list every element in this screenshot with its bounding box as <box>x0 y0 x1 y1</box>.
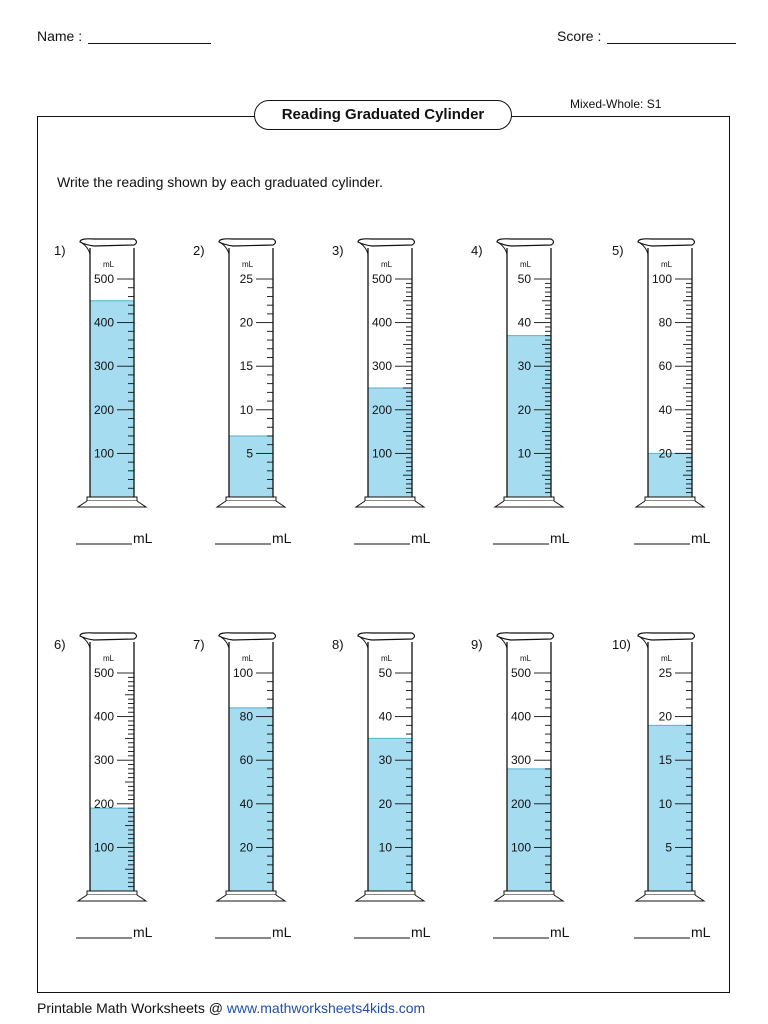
scale-label: 400 <box>93 709 114 724</box>
scale-label: 5 <box>665 840 672 855</box>
cylinder-9 <box>471 633 570 940</box>
cylinder-base <box>356 895 424 901</box>
score-label: Score : <box>557 28 602 44</box>
unit-label: mL <box>242 260 254 269</box>
scale-label: 300 <box>371 359 392 374</box>
cylinder-rim <box>638 239 695 246</box>
cylinder-base <box>636 501 704 507</box>
scale-label: 20 <box>517 402 531 417</box>
cylinder-10 <box>612 633 711 940</box>
cylinder-5 <box>612 239 711 546</box>
scale-label: 25 <box>658 666 672 680</box>
unit-label: mL <box>103 260 115 269</box>
cylinder-collar <box>87 497 137 501</box>
scale-label: 10 <box>658 796 672 811</box>
cylinder-rim <box>358 239 415 246</box>
problem-number: 8) <box>332 637 344 652</box>
scale-label: 300 <box>510 753 531 768</box>
scale-label: 20 <box>378 796 392 811</box>
scale-label: 100 <box>93 840 114 855</box>
scale-label: 30 <box>517 359 531 374</box>
cylinder-collar <box>226 497 276 501</box>
scale-label: 40 <box>378 709 392 724</box>
answer-unit: mL <box>133 530 153 546</box>
scale-label: 100 <box>371 446 392 461</box>
scale-label: 20 <box>239 840 253 855</box>
scale-label: 400 <box>510 709 531 724</box>
scale-label: 30 <box>378 753 392 768</box>
answer-unit: mL <box>411 924 431 940</box>
scale-label: 50 <box>378 666 392 680</box>
scale-label: 40 <box>658 402 672 417</box>
scale-label: 10 <box>517 446 531 461</box>
cylinder-base <box>636 895 704 901</box>
cylinder-collar <box>226 891 276 895</box>
cylinder-7 <box>193 633 292 940</box>
cylinder-rim <box>80 633 137 640</box>
unit-label: mL <box>381 654 393 663</box>
scale-label: 200 <box>93 402 114 417</box>
name-label: Name : <box>37 28 83 44</box>
cylinder-collar <box>365 497 415 501</box>
scale-label: 200 <box>93 796 114 811</box>
cylinder-rim <box>80 239 137 246</box>
cylinder-rim <box>219 239 276 246</box>
cylinder-base <box>78 895 146 901</box>
problem-number: 6) <box>54 637 66 652</box>
cylinder-rim <box>497 633 554 640</box>
problem-number: 3) <box>332 243 344 258</box>
scale-label: 300 <box>93 359 114 374</box>
cylinder-collar <box>87 891 137 895</box>
cylinder-base <box>78 501 146 507</box>
liquid <box>90 301 134 497</box>
answer-unit: mL <box>691 924 711 940</box>
liquid <box>507 769 551 891</box>
scale-label: 100 <box>510 840 531 855</box>
problem-number: 4) <box>471 243 483 258</box>
scale-label: 50 <box>517 272 531 286</box>
cylinder-rim <box>497 239 554 246</box>
cylinder-6 <box>54 633 153 940</box>
cylinder-base <box>217 895 285 901</box>
cylinder-collar <box>504 497 554 501</box>
problem-number: 9) <box>471 637 483 652</box>
unit-label: mL <box>520 654 532 663</box>
answer-unit: mL <box>691 530 711 546</box>
footer <box>37 1000 425 1016</box>
problem-number: 1) <box>54 243 66 258</box>
scale-label: 300 <box>93 753 114 768</box>
answer-unit: mL <box>411 530 431 546</box>
scale-label: 500 <box>93 272 114 286</box>
answer-unit: mL <box>550 924 570 940</box>
scale-label: 40 <box>517 315 531 330</box>
scale-label: 60 <box>239 753 253 768</box>
scale-label: 400 <box>93 315 114 330</box>
problem-number: 7) <box>193 637 205 652</box>
footer-link[interactable]: www.mathworksheets4kids.com <box>226 1000 426 1016</box>
liquid <box>229 436 273 497</box>
answer-unit: mL <box>272 924 292 940</box>
scale-label: 40 <box>239 796 253 811</box>
unit-label: mL <box>520 260 532 269</box>
cylinder-1 <box>54 239 153 546</box>
cylinder-base <box>495 895 563 901</box>
worksheet-title: Reading Graduated Cylinder <box>254 100 512 130</box>
scale-label: 80 <box>658 315 672 330</box>
unit-label: mL <box>242 654 254 663</box>
scale-label: 20 <box>658 709 672 724</box>
problem-number: 5) <box>612 243 624 258</box>
unit-label: mL <box>103 654 115 663</box>
problem-number: 2) <box>193 243 205 258</box>
scale-label: 15 <box>239 359 253 374</box>
unit-label: mL <box>661 260 673 269</box>
cylinder-2 <box>193 239 292 546</box>
scale-label: 10 <box>239 402 253 417</box>
answer-unit: mL <box>550 530 570 546</box>
scale-label: 200 <box>510 796 531 811</box>
scale-label: 400 <box>371 315 392 330</box>
cylinder-4 <box>471 239 570 546</box>
scale-label: 60 <box>658 359 672 374</box>
cylinder-base <box>495 501 563 507</box>
scale-label: 500 <box>371 272 392 286</box>
cylinder-collar <box>645 891 695 895</box>
cylinder-rim <box>358 633 415 640</box>
unit-label: mL <box>381 260 393 269</box>
scale-label: 80 <box>239 709 253 724</box>
problem-number: 10) <box>612 637 631 652</box>
scale-label: 500 <box>93 666 114 680</box>
scale-label: 200 <box>371 402 392 417</box>
scale-label: 100 <box>232 666 253 680</box>
footer-prefix: Printable Math Worksheets @ <box>37 1000 223 1016</box>
cylinder-collar <box>504 891 554 895</box>
cylinder-8 <box>332 633 431 940</box>
scale-label: 100 <box>93 446 114 461</box>
cylinder-rim <box>219 633 276 640</box>
answer-unit: mL <box>133 924 153 940</box>
cylinder-base <box>356 501 424 507</box>
cylinder-collar <box>645 497 695 501</box>
unit-label: mL <box>661 654 673 663</box>
scale-label: 25 <box>239 272 253 286</box>
answer-unit: mL <box>272 530 292 546</box>
scale-label: 5 <box>246 446 253 461</box>
scale-label: 20 <box>239 315 253 330</box>
cylinder-base <box>217 501 285 507</box>
cylinder-3 <box>332 239 431 546</box>
scale-label: 100 <box>651 272 672 286</box>
scale-label: 500 <box>510 666 531 680</box>
scale-label: 20 <box>658 446 672 461</box>
scale-label: 15 <box>658 753 672 768</box>
instructions: Write the reading shown by each graduated cylinder. <box>57 174 383 190</box>
scale-label: 10 <box>378 840 392 855</box>
cylinder-collar <box>365 891 415 895</box>
set-code: Mixed-Whole: S1 <box>570 97 662 111</box>
cylinder-rim <box>638 633 695 640</box>
